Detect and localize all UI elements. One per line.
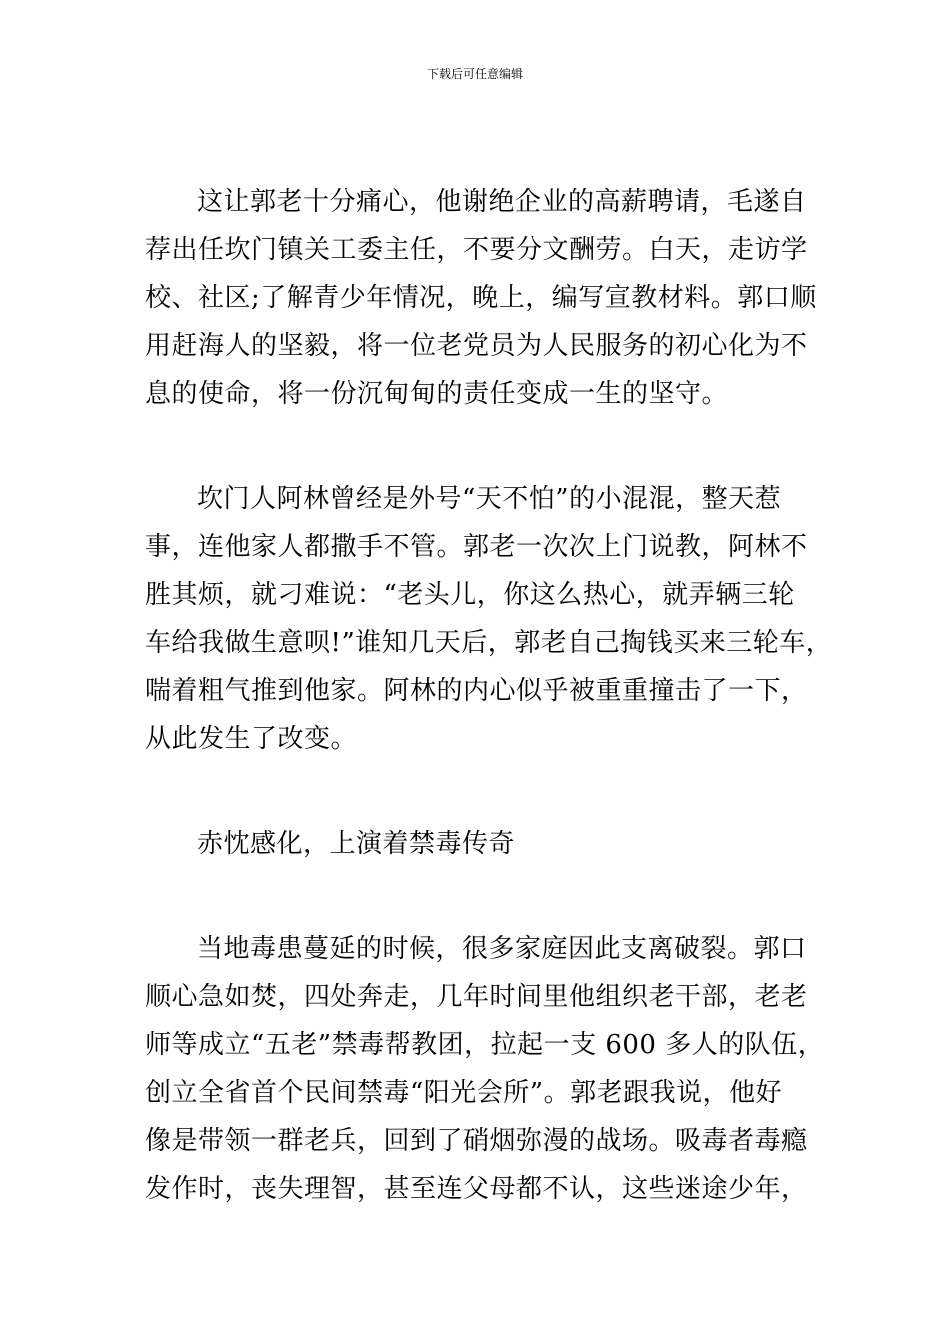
paragraph-1: [145, 178, 817, 418]
paragraph-line: 用赶海人的坚毅，将一位老党员为人民服务的初心化为不: [145, 331, 808, 361]
paragraph-3: [145, 925, 825, 1213]
document-body: [145, 178, 833, 1213]
paragraph-line: 车给我做生意呗!”谁知几天后，郭老自己掏钱买来三轮车，: [145, 628, 833, 658]
paragraph-line: 当地毒患蔓延的时候，很多家庭因此支离破裂。郭口: [197, 934, 807, 964]
paragraph-line: 荐出任坎门镇关工委主任，不要分文酬劳。白天，走访学: [145, 235, 808, 265]
paragraph-line: 创立全省首个民间禁毒“阳光会所”。郭老跟我说，他好: [145, 1078, 783, 1108]
page-header: 下载后可任意编辑: [426, 67, 523, 81]
paragraph-line: 胜其烦，就刁难说：“老头儿，你这么热心，就弄辆三轮: [145, 580, 795, 610]
paragraph-line: 像是带领一群老兵，回到了硝烟弥漫的战场。吸毒者毒瘾: [145, 1126, 808, 1156]
paragraph-line: 从此发生了改变。: [145, 724, 358, 754]
paragraph-line: 坎门人阿林曾经是外号“天不怕”的小混混，整天惹: [197, 484, 782, 514]
section-heading: 赤忱感化，上演着禁毒传奇: [197, 829, 516, 859]
paragraph-line: 师等成立“五老”禁毒帮教团，拉起一支 600 多人的队伍，: [145, 1030, 825, 1060]
paragraph-line: 息的使命，将一份沉甸甸的责任变成一生的坚守。: [145, 379, 729, 409]
paragraph-line: 校、社区;了解青少年情况，晚上，编写宣教材料。郭口顺: [145, 283, 817, 313]
paragraph-2: [145, 475, 833, 763]
paragraph-line: 喘着粗气推到他家。阿林的内心似乎被重重撞击了一下，: [145, 676, 808, 706]
paragraph-line: 事，连他家人都撒手不管。郭老一次次上门说教，阿林不: [145, 532, 808, 562]
paragraph-line: 这让郭老十分痛心，他谢绝企业的高薪聘请，毛遂自: [197, 187, 807, 217]
paragraph-line: 顺心急如焚，四处奔走，几年时间里他组织老干部，老老: [145, 982, 808, 1012]
paragraph-line: 发作时，丧失理智，甚至连父母都不认，这些迷途少年，: [145, 1174, 808, 1204]
